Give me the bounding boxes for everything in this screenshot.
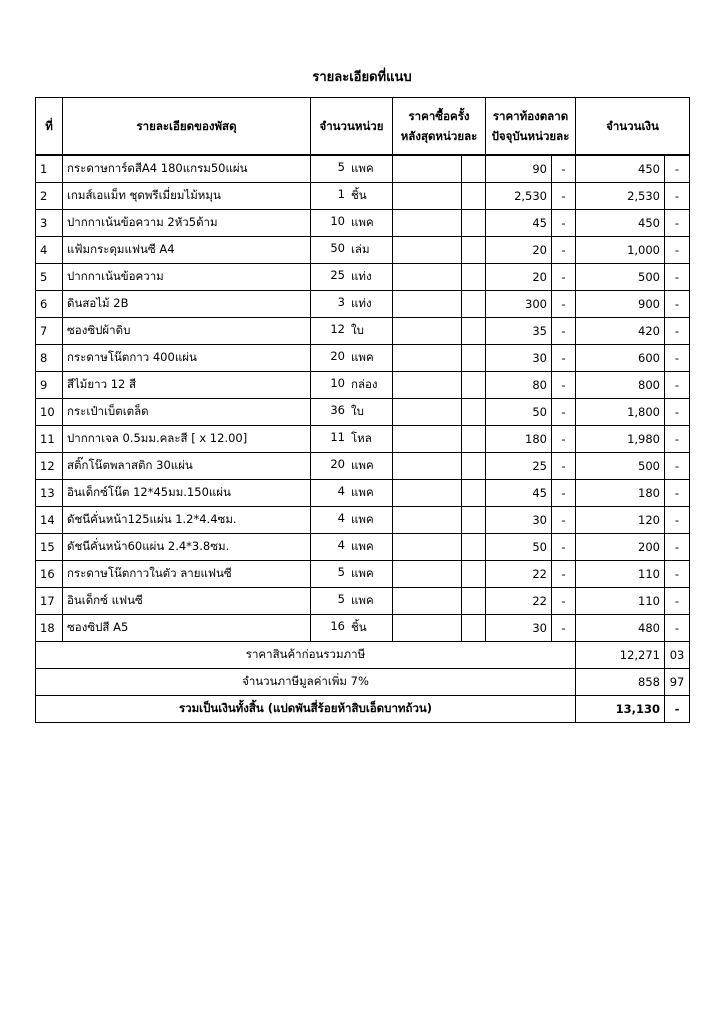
row-quantity-number: 4 xyxy=(337,511,345,525)
row-market-price-satang: - xyxy=(552,291,576,318)
row-number: 4 xyxy=(36,237,63,264)
row-quantity-number: 4 xyxy=(337,538,345,552)
row-number: 16 xyxy=(36,561,63,588)
row-quantity-number: 10 xyxy=(330,214,345,228)
row-quantity xyxy=(311,615,393,642)
row-quantity-unit: แท่ง xyxy=(351,296,372,310)
row-description: ปากกาเจล 0.5มม.คละสี [ x 12.00] xyxy=(63,426,311,453)
row-quantity xyxy=(311,291,393,318)
row-quantity xyxy=(311,183,393,210)
row-quantity xyxy=(311,480,393,507)
table-row xyxy=(36,237,690,264)
row-market-price-baht: 45 xyxy=(486,210,552,237)
row-market-price-baht: 80 xyxy=(486,372,552,399)
row-quantity xyxy=(311,507,393,534)
row-amount-satang: - xyxy=(665,399,690,426)
row-last-price-baht xyxy=(393,426,462,453)
row-last-price-baht xyxy=(393,345,462,372)
row-description: ดินสอไม้ 2B xyxy=(63,291,311,318)
row-amount-satang: - xyxy=(665,345,690,372)
row-amount-baht: 200 xyxy=(576,534,665,561)
row-description: ดัชนีคั่นหน้า60แผ่น 2.4*3.8ซม. xyxy=(63,534,311,561)
grand-total-baht: 13,130 xyxy=(576,696,665,723)
row-market-price-satang: - xyxy=(552,399,576,426)
row-number: 14 xyxy=(36,507,63,534)
row-last-price-baht xyxy=(393,264,462,291)
row-number: 3 xyxy=(36,210,63,237)
row-last-price-baht xyxy=(393,372,462,399)
row-number: 9 xyxy=(36,372,63,399)
row-quantity xyxy=(311,237,393,264)
row-market-price-satang: - xyxy=(552,155,576,183)
row-market-price-baht: 22 xyxy=(486,588,552,615)
row-quantity-number: 36 xyxy=(330,403,345,417)
row-amount-baht: 450 xyxy=(576,155,665,183)
row-market-price-baht: 300 xyxy=(486,291,552,318)
row-last-price-baht xyxy=(393,534,462,561)
table-row xyxy=(36,453,690,480)
row-quantity-unit: แพค xyxy=(351,350,374,364)
row-description: ซองซิปผ้าดิบ xyxy=(63,318,311,345)
table-row xyxy=(36,210,690,237)
row-quantity-unit: แพค xyxy=(351,458,374,472)
row-amount-baht: 600 xyxy=(576,345,665,372)
table-row xyxy=(36,291,690,318)
row-amount-satang: - xyxy=(665,507,690,534)
row-market-price-satang: - xyxy=(552,318,576,345)
row-market-price-baht: 20 xyxy=(486,237,552,264)
row-last-price-baht xyxy=(393,588,462,615)
row-description: เกมส์เอแม็ท ชุดพรีเมี่ยมไม้หมุน xyxy=(63,183,311,210)
row-last-price-baht xyxy=(393,155,462,183)
row-amount-baht: 110 xyxy=(576,561,665,588)
row-last-price-satang xyxy=(462,155,486,183)
row-quantity-unit: แพค xyxy=(351,593,374,607)
row-amount-satang: - xyxy=(665,426,690,453)
row-quantity-number: 16 xyxy=(330,619,345,633)
row-market-price-baht: 45 xyxy=(486,480,552,507)
row-amount-satang: - xyxy=(665,155,690,183)
row-quantity xyxy=(311,588,393,615)
row-last-price-baht xyxy=(393,561,462,588)
row-quantity-unit: แพค xyxy=(351,512,374,526)
row-description: สติ๊กโน๊ตพลาสติก 30แผ่น xyxy=(63,453,311,480)
row-quantity xyxy=(311,318,393,345)
row-amount-satang: - xyxy=(665,588,690,615)
table-row xyxy=(36,615,690,642)
row-last-price-satang xyxy=(462,507,486,534)
row-amount-satang: - xyxy=(665,534,690,561)
header-last-price xyxy=(393,98,486,156)
row-amount-satang: - xyxy=(665,318,690,345)
header-market-price-line2: ปัจจุบันหน่วยละ xyxy=(491,129,570,143)
row-market-price-satang: - xyxy=(552,561,576,588)
row-market-price-satang: - xyxy=(552,183,576,210)
row-market-price-baht: 30 xyxy=(486,345,552,372)
row-amount-satang: - xyxy=(665,264,690,291)
row-market-price-satang: - xyxy=(552,210,576,237)
vat-row xyxy=(36,669,690,696)
table-row xyxy=(36,183,690,210)
header-description: รายละเอียดของพัสดุ xyxy=(63,98,311,156)
row-number: 18 xyxy=(36,615,63,642)
row-quantity-unit: แพค xyxy=(351,485,374,499)
row-quantity-number: 5 xyxy=(337,565,345,579)
row-market-price-baht: 20 xyxy=(486,264,552,291)
row-number: 11 xyxy=(36,426,63,453)
row-number: 10 xyxy=(36,399,63,426)
row-quantity-number: 20 xyxy=(330,457,345,471)
row-market-price-satang: - xyxy=(552,453,576,480)
vat-baht: 858 xyxy=(576,669,665,696)
table-row xyxy=(36,588,690,615)
row-amount-baht: 120 xyxy=(576,507,665,534)
row-market-price-satang: - xyxy=(552,507,576,534)
row-amount-satang: - xyxy=(665,237,690,264)
row-quantity-unit: แพค xyxy=(351,215,374,229)
row-description: ซองซิปสี A5 xyxy=(63,615,311,642)
row-amount-satang: - xyxy=(665,183,690,210)
row-quantity-unit: ชิ้น xyxy=(351,188,367,202)
row-description: ดัชนีคั่นหน้า125แผ่น 1.2*4.4ซม. xyxy=(63,507,311,534)
row-last-price-baht xyxy=(393,237,462,264)
row-quantity-unit: แท่ง xyxy=(351,269,372,283)
grand-total-label: รวมเป็นเงินทั้งสิ้น (แปดพันสี่ร้อยห้าสิบเอ็ดบาทถ้วน) xyxy=(36,696,576,723)
row-last-price-satang xyxy=(462,372,486,399)
row-quantity xyxy=(311,534,393,561)
row-number: 17 xyxy=(36,588,63,615)
row-amount-baht: 500 xyxy=(576,264,665,291)
header-no: ที่ xyxy=(36,98,63,156)
header-amount: จำนวนเงิน xyxy=(576,98,690,156)
row-market-price-baht: 50 xyxy=(486,399,552,426)
row-quantity-unit: ใบ xyxy=(351,323,364,337)
row-quantity-unit: โหล xyxy=(351,431,372,445)
row-quantity xyxy=(311,561,393,588)
row-quantity-number: 50 xyxy=(330,241,345,255)
row-quantity xyxy=(311,345,393,372)
row-quantity-number: 5 xyxy=(337,160,345,174)
table-row xyxy=(36,155,690,183)
row-last-price-satang xyxy=(462,183,486,210)
subtotal-label: ราคาสินค้าก่อนรวมภาษี xyxy=(36,642,576,669)
row-amount-baht: 450 xyxy=(576,210,665,237)
row-last-price-satang xyxy=(462,345,486,372)
row-amount-satang: - xyxy=(665,615,690,642)
row-quantity-number: 3 xyxy=(337,295,345,309)
row-description: แฟ้มกระดุมแฟนซี A4 xyxy=(63,237,311,264)
row-market-price-satang: - xyxy=(552,480,576,507)
row-last-price-satang xyxy=(462,561,486,588)
row-quantity xyxy=(311,264,393,291)
row-market-price-satang: - xyxy=(552,534,576,561)
row-description: อินเด็กซ์ แฟนซี xyxy=(63,588,311,615)
table-row xyxy=(36,534,690,561)
row-amount-baht: 500 xyxy=(576,453,665,480)
row-last-price-baht xyxy=(393,318,462,345)
row-last-price-satang xyxy=(462,264,486,291)
row-amount-baht: 1,000 xyxy=(576,237,665,264)
row-market-price-satang: - xyxy=(552,237,576,264)
row-quantity xyxy=(311,453,393,480)
row-description: กระดาษโน๊ตกาว 400แผ่น xyxy=(63,345,311,372)
row-amount-satang: - xyxy=(665,480,690,507)
row-quantity-unit: ชิ้น xyxy=(351,620,367,634)
row-last-price-satang xyxy=(462,318,486,345)
row-market-price-satang: - xyxy=(552,345,576,372)
table-row xyxy=(36,480,690,507)
row-number: 13 xyxy=(36,480,63,507)
table-row xyxy=(36,318,690,345)
row-last-price-baht xyxy=(393,210,462,237)
row-market-price-satang: - xyxy=(552,426,576,453)
row-last-price-baht xyxy=(393,183,462,210)
row-number: 5 xyxy=(36,264,63,291)
row-quantity xyxy=(311,155,393,183)
row-quantity-number: 10 xyxy=(330,376,345,390)
row-last-price-satang xyxy=(462,480,486,507)
header-last-price-line1: ราคาซื้อครั้ง xyxy=(408,109,470,123)
row-amount-satang: - xyxy=(665,561,690,588)
items-table xyxy=(35,97,690,723)
row-last-price-baht xyxy=(393,480,462,507)
row-description: อินเด็กซ์โน๊ต 12*45มม.150แผ่น xyxy=(63,480,311,507)
row-quantity-unit: ใบ xyxy=(351,404,364,418)
row-market-price-baht: 25 xyxy=(486,453,552,480)
subtotal-baht: 12,271 xyxy=(576,642,665,669)
row-market-price-baht: 30 xyxy=(486,615,552,642)
row-amount-baht: 480 xyxy=(576,615,665,642)
row-quantity-number: 12 xyxy=(330,322,345,336)
row-last-price-baht xyxy=(393,399,462,426)
row-amount-baht: 2,530 xyxy=(576,183,665,210)
table-header-row xyxy=(36,98,690,156)
row-amount-satang: - xyxy=(665,210,690,237)
table-row xyxy=(36,372,690,399)
header-last-price-line2: หลังสุดหน่วยละ xyxy=(400,129,478,143)
row-last-price-baht xyxy=(393,507,462,534)
vat-satang: 97 xyxy=(665,669,690,696)
row-quantity xyxy=(311,399,393,426)
row-market-price-satang: - xyxy=(552,264,576,291)
header-market-price-line1: ราคาท้องตลาด xyxy=(492,109,569,123)
row-number: 15 xyxy=(36,534,63,561)
row-quantity-number: 20 xyxy=(330,349,345,363)
row-number: 2 xyxy=(36,183,63,210)
row-amount-baht: 110 xyxy=(576,588,665,615)
grand-total-satang: - xyxy=(665,696,690,723)
row-amount-baht: 900 xyxy=(576,291,665,318)
row-amount-baht: 1,800 xyxy=(576,399,665,426)
row-quantity-unit: เล่ม xyxy=(351,242,370,256)
row-quantity-unit: แพค xyxy=(351,566,374,580)
row-market-price-baht: 90 xyxy=(486,155,552,183)
table-row xyxy=(36,264,690,291)
row-market-price-baht: 50 xyxy=(486,534,552,561)
row-amount-baht: 1,980 xyxy=(576,426,665,453)
row-quantity-unit: แพค xyxy=(351,161,374,175)
row-description: กระเป๋าเบ็ตเตล็ด xyxy=(63,399,311,426)
row-last-price-satang xyxy=(462,426,486,453)
row-quantity xyxy=(311,372,393,399)
row-market-price-baht: 30 xyxy=(486,507,552,534)
row-quantity-number: 25 xyxy=(330,268,345,282)
row-last-price-satang xyxy=(462,210,486,237)
row-number: 1 xyxy=(36,155,63,183)
row-amount-satang: - xyxy=(665,453,690,480)
row-last-price-satang xyxy=(462,399,486,426)
row-last-price-satang xyxy=(462,237,486,264)
table-row xyxy=(36,399,690,426)
header-quantity: จำนวนหน่วย xyxy=(311,98,393,156)
row-last-price-baht xyxy=(393,453,462,480)
row-last-price-satang xyxy=(462,291,486,318)
vat-label: จำนวนภาษีมูลค่าเพิ่ม 7% xyxy=(36,669,576,696)
row-quantity-number: 1 xyxy=(337,187,345,201)
row-last-price-satang xyxy=(462,534,486,561)
row-last-price-satang xyxy=(462,615,486,642)
table-row xyxy=(36,507,690,534)
row-quantity-unit: แพค xyxy=(351,539,374,553)
header-market-price xyxy=(486,98,576,156)
row-quantity-unit: กล่อง xyxy=(351,377,378,391)
table-row xyxy=(36,561,690,588)
row-quantity-number: 11 xyxy=(330,430,345,444)
row-amount-baht: 420 xyxy=(576,318,665,345)
row-quantity xyxy=(311,210,393,237)
row-last-price-satang xyxy=(462,453,486,480)
row-market-price-baht: 22 xyxy=(486,561,552,588)
row-number: 8 xyxy=(36,345,63,372)
row-last-price-baht xyxy=(393,615,462,642)
row-description: กระดาษโน๊ตกาวในตัว ลายแฟนซี xyxy=(63,561,311,588)
table-row xyxy=(36,426,690,453)
row-market-price-baht: 2,530 xyxy=(486,183,552,210)
row-amount-satang: - xyxy=(665,291,690,318)
row-number: 12 xyxy=(36,453,63,480)
row-description: ปากกาเน้นข้อความ 2หัว5ด้าม xyxy=(63,210,311,237)
row-last-price-satang xyxy=(462,588,486,615)
row-description: กระดาษการ์ดสีA4 180แกรม50แผ่น xyxy=(63,155,311,183)
row-amount-satang: - xyxy=(665,372,690,399)
row-number: 6 xyxy=(36,291,63,318)
row-amount-baht: 180 xyxy=(576,480,665,507)
row-market-price-satang: - xyxy=(552,615,576,642)
subtotal-satang: 03 xyxy=(665,642,690,669)
subtotal-row xyxy=(36,642,690,669)
row-last-price-baht xyxy=(393,291,462,318)
row-market-price-baht: 180 xyxy=(486,426,552,453)
row-market-price-satang: - xyxy=(552,372,576,399)
table-row xyxy=(36,345,690,372)
row-quantity xyxy=(311,426,393,453)
row-quantity-number: 4 xyxy=(337,484,345,498)
row-market-price-satang: - xyxy=(552,588,576,615)
row-market-price-baht: 35 xyxy=(486,318,552,345)
row-number: 7 xyxy=(36,318,63,345)
document-title: รายละเอียดที่แนบ xyxy=(312,70,412,85)
row-amount-baht: 800 xyxy=(576,372,665,399)
row-description: ปากกาเน้นข้อความ xyxy=(63,264,311,291)
row-description: สีไม้ยาว 12 สี xyxy=(63,372,311,399)
grand-total-row xyxy=(36,696,690,723)
row-quantity-number: 5 xyxy=(337,592,345,606)
